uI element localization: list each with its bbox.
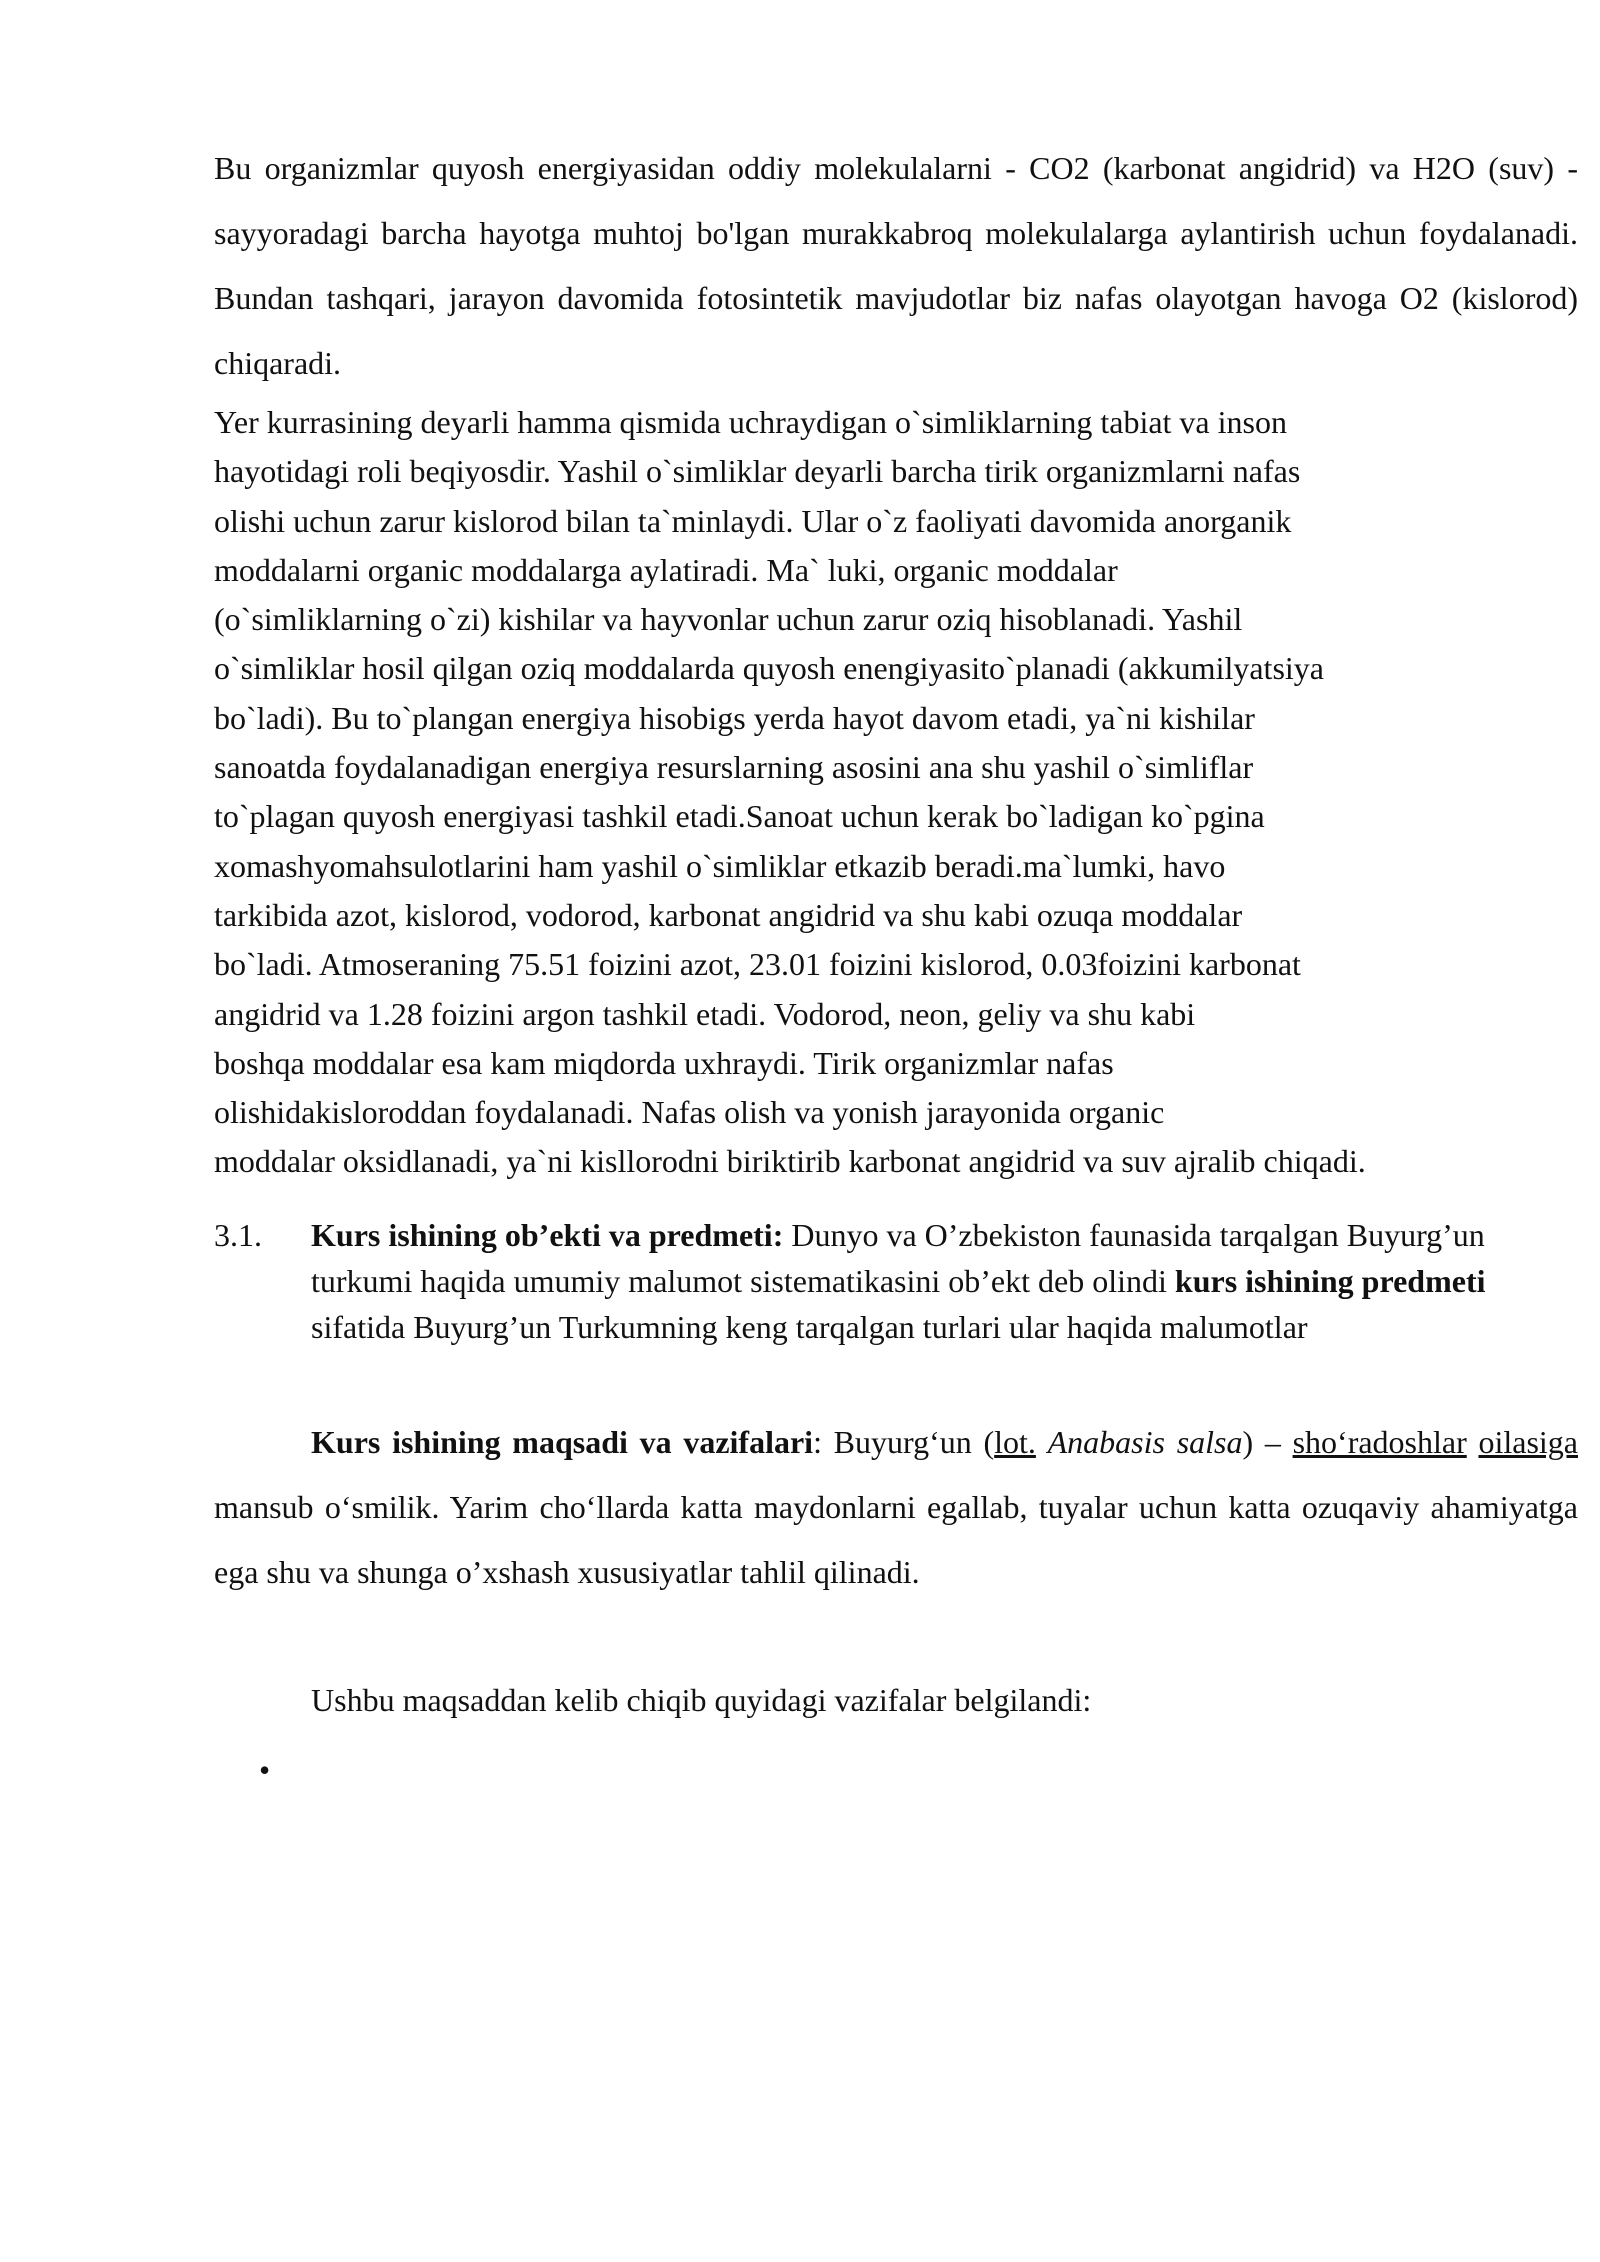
section-text: Dunyo va O’zbekiston faunasida tarqalgan Buyurg’un turkumi haqida umumiy malumot sistematikasini ob’ekt deb olindi: [311, 1217, 1485, 1299]
text-line: moddalar oksidlanadi, ya`ni kisllorodni biriktirib karbonat angidrid va suv ajralib chiqadi.: [214, 1143, 1366, 1180]
text-line: boshqa moddalar esa kam miqdorda uxhraydi. Tirik organizmlar nafas: [214, 1044, 1114, 1081]
space: [1467, 1424, 1479, 1460]
section-heading: Kurs ishining ob’ekti va predmeti:: [311, 1217, 784, 1253]
text-line: bo`ladi). Bu to`plangan energiya hisobigs yerda hayot davom etadi, ya`ni kishilar: [214, 699, 1255, 736]
text-line: olishidakisloroddan foydalanadi. Nafas olish va yonish jarayonida organic: [214, 1094, 1165, 1131]
family-link-2[interactable]: oilasiga: [1478, 1424, 1578, 1460]
text-line: o`simliklar hosil qilgan oziq moddalarda quyosh enengiyasito`planadi (akkumilyatsiya: [214, 650, 1324, 687]
goals-colon: :: [813, 1424, 822, 1460]
paragraph-goals: [214, 1410, 1578, 1605]
section-number: 3.1.: [214, 1217, 262, 1253]
section-text-end: sifatida Buyurg’un Turkumning keng tarqalgan turlari ular haqida malumotlar: [311, 1309, 1308, 1345]
goals-keyword: vazifalari: [683, 1424, 814, 1460]
section-body: [311, 1212, 1578, 1350]
lot-link[interactable]: lot.: [994, 1424, 1036, 1460]
dash-text: ) –: [1242, 1424, 1293, 1460]
goals-keyword: Kurs: [311, 1424, 381, 1460]
text-line: moddalarni organic moddalarga aylatiradi. Ma` luki, organic moddalar: [214, 551, 1118, 588]
text-line: (o`simliklarning o`zi) kishilar va hayvonlar uchun zarur oziq hisoblanadi. Yashil: [214, 601, 1243, 638]
latin-name: Anabasis salsa: [1047, 1424, 1243, 1460]
plant-name: Buyurg‘un (: [833, 1424, 995, 1460]
text-line: angidrid va 1.28 foizini argon tashkil etadi. Vodorod, neon, geliy va shu kabi: [214, 995, 1196, 1032]
bullet-point: •: [259, 1752, 271, 1788]
text-line: xomashyomahsulotlarini ham yashil o`simliklar etkazib beradi.ma`lumki, havo: [214, 847, 1226, 884]
goals-text: mansub o‘smilik. Yarim cho‘llarda katta maydonlarni egallab, tuyalar uchun katta ozuqaviy ahamiyatga ega shu va shunga o’xshash xususiyatlar tahlil qilinadi.: [214, 1489, 1578, 1590]
text-line: Yer kurrasining deyarli hamma qismida uchraydigan o`simliklarning tabiat va inson: [214, 404, 1287, 440]
text-line: bo`ladi. Atmoseraning 75.51 foizini azot, 23.01 foizini kislorod, 0.03foizini karbonat: [214, 946, 1301, 983]
text-line: olishi uchun zarur kislorod bilan ta`minlaydi. Ular o`z faoliyati davomida anorganik: [214, 502, 1292, 539]
paragraph-photosynthesis: Bu organizmlar quyosh energiyasidan oddiy molekulalarni - CO2 (karbonat angidrid) va H2O (suv) - sayyoradagi barcha hayotga muhtoj bo'lgan murakkabroq molekulalarga aylantirish uchun foydalanadi. Bundan tashqari, jarayon davomida fotosintetik mavjudotlar biz nafas olayotgan havoga O2 (kislorod) chiqaradi.: [214, 150, 1578, 381]
goals-keyword: va: [639, 1424, 672, 1460]
text-line: tarkibida azot, kislorod, vodorod, karbonat angidrid va shu kabi ozuqa moddalar: [214, 896, 1243, 933]
text-line: to`plagan quyosh energiyasi tashkil etadi.Sanoat uchun kerak bo`ladigan ko`pgina: [214, 798, 1265, 835]
text-line: sanoatda foydalanadigan energiya resurslarning asosini ana shu yashil o`simliflar: [214, 749, 1254, 786]
paragraph-plants-role: [214, 398, 1578, 1187]
paragraph-tasks-intro: Ushbu maqsaddan kelib chiqib quyidagi vazifalar belgilandi:: [311, 1682, 1092, 1718]
goals-keyword: maqsadi: [512, 1424, 628, 1460]
text-line: hayotidagi roli beqiyosdir. Yashil o`simliklar deyarli barcha tirik organizmlarni nafas: [214, 453, 1301, 490]
family-link[interactable]: sho‘radoshlar: [1292, 1424, 1467, 1460]
section-bold-phrase: kurs ishining predmeti: [1174, 1263, 1486, 1299]
goals-keyword: ishining: [392, 1424, 501, 1460]
